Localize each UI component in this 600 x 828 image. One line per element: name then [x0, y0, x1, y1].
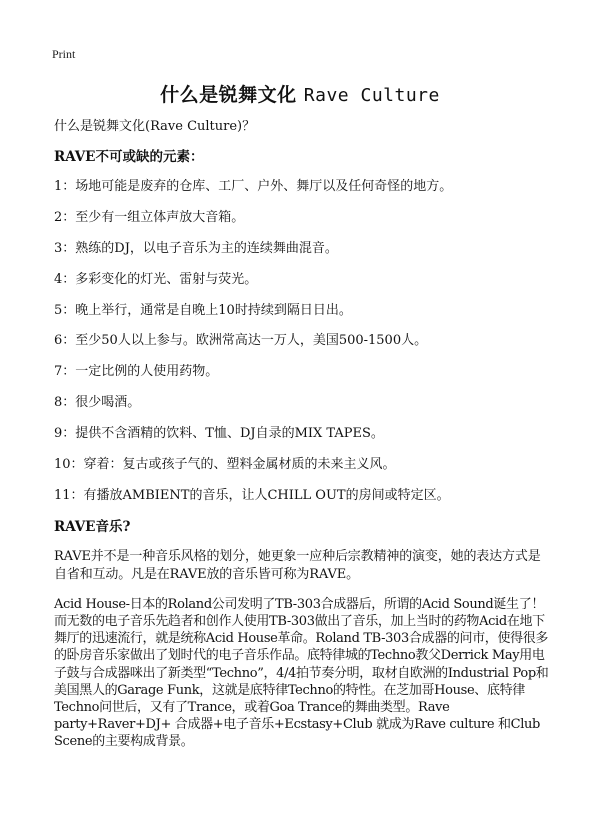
title-zh: 什么是锐舞文化 — [160, 84, 297, 106]
section-heading-elements: RAVE不可或缺的元素： — [54, 149, 204, 165]
list-item: 2：至少有一组立体声放大音箱。 — [54, 209, 245, 225]
list-item: 6：至少50人以上参与。欧洲常高达一万人，美国500-1500人。 — [54, 333, 428, 349]
list-item: 5：晚上举行，通常是自晚上10时持续到隔日日出。 — [54, 302, 352, 318]
paragraph-acid-house: Acid House-日本的Roland公司发明了TB-303合成器后，所谓的Acid Sound诞生了！而无数的电子音乐先趋者和创作人使用TB-303做出了音乐，加上当时的药物Acid在地下舞厅的迅速流行，就是统称Acid House革命。Roland TB-303合成器的问市，使得很多的卧房音乐家做出了划时代的电子音乐作品。底特律城的Techno教父Derrick May用电子鼓与合成器咪出了新类型“Techno”，4/4拍节奏分明，取材自欧洲的Industrial Pop和美国黑人的Garage Funk，这就是底特律Techno的特性。在芝加哥House、底特律Techno问世后，又有了Trance，或着Goa Trance的舞曲类型。Rave party+Raver+DJ+ 合成器+电子音乐+Ecstasy+Club 就成为Rave culture 和Club Scene的主要构成背景。 — [54, 596, 549, 750]
list-item: 7：一定比例的人使用药物。 — [54, 364, 219, 380]
list-item: 9：提供不含酒精的饮料、T恤、DJ自录的MIX TAPES。 — [54, 426, 384, 442]
print-link[interactable]: Print — [52, 47, 76, 61]
list-item: 11：有播放AMBIENT的音乐，让人CHILL OUT的房间或特定区。 — [54, 487, 450, 503]
title-en: Rave Culture — [303, 85, 440, 106]
list-item: 1：场地可能是废弃的仓库、工厂、户外、舞厅以及任何奇怪的地方。 — [54, 179, 453, 194]
list-item: 4：多彩变化的灯光、雷射与荧光。 — [54, 271, 258, 287]
list-item: 3：熟练的DJ，以电子音乐为主的连续舞曲混音。 — [54, 240, 338, 256]
list-item: 8：很少喝酒。 — [54, 395, 141, 411]
intro-question: 什么是锐舞文化(Rave Culture)？ — [54, 119, 256, 134]
list-item: 10：穿着：复古或孩子气的、塑料金属材质的未来主义风。 — [54, 457, 396, 473]
paragraph-rave-definition: RAVE并不是一种音乐风格的划分，她更象一应种后宗教精神的演变，她的表达方式是自省和互动。凡是在RAVE放的音乐皆可称为RAVE。 — [54, 548, 541, 582]
page-title — [0, 80, 600, 107]
article-body — [54, 118, 552, 763]
section-heading-music: RAVE音乐? — [54, 518, 131, 535]
